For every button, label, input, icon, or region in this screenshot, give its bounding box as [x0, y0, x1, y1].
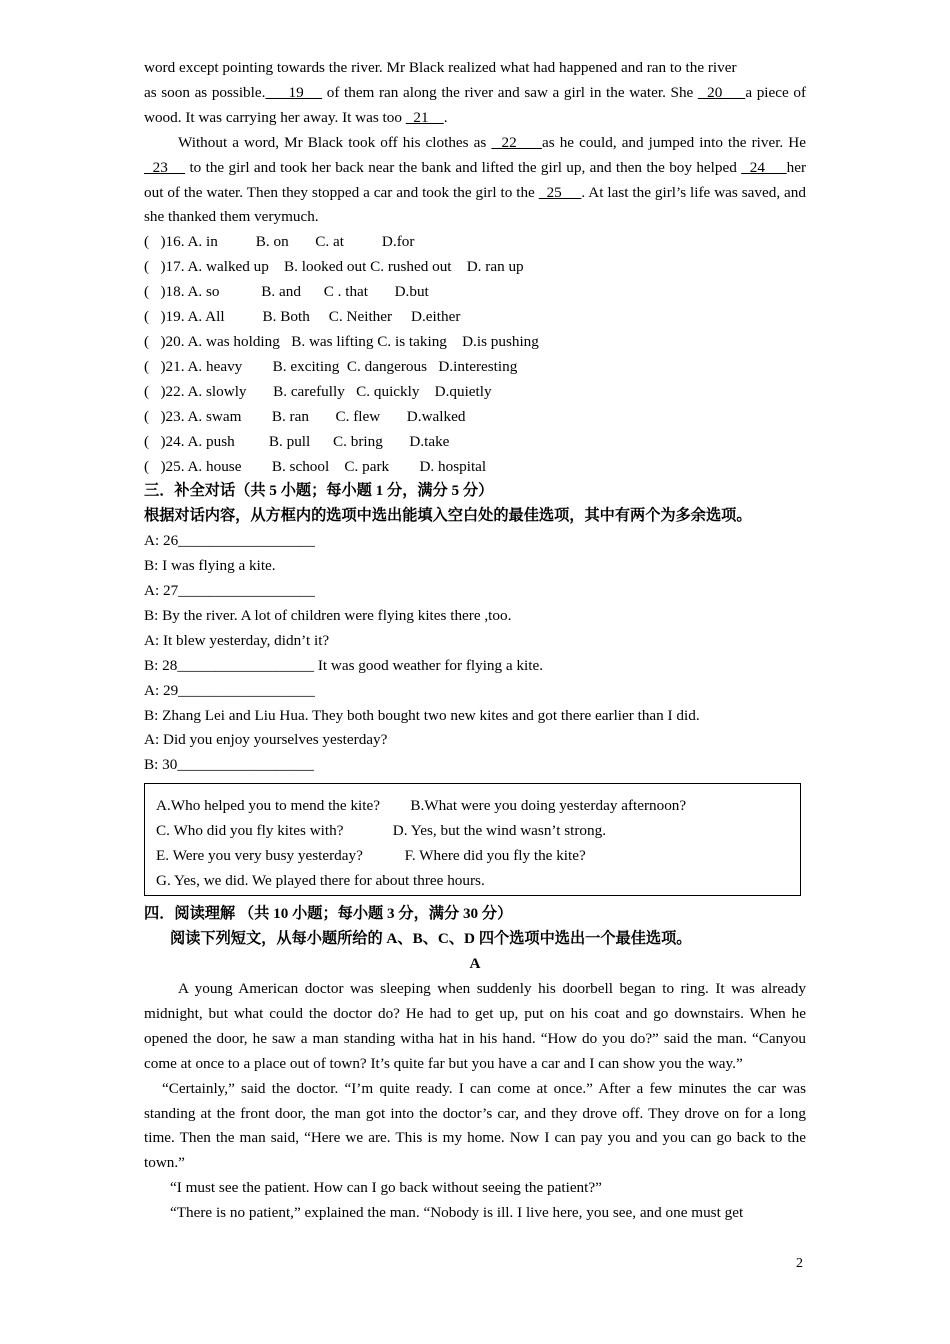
option-row-25: ( )25. A. house B. school C. park D. hospital — [144, 457, 487, 475]
reading-paragraph-2: “Certainly,” said the doctor. “I’m quite ready. I can come at once.” After a few minutes the car was standing at the front door, the man got into the doctor’s car, and they drove off. They drove on for a long time. Then the man said, “Here we are. This is my home. Now I can pay you and you can go back to the town.” — [144, 1079, 806, 1172]
dialogue — [144, 529, 806, 778]
choice-row: C. Who did you fly kites with? D. Yes, but the wind wasn’t strong. — [156, 822, 606, 840]
blank-21: 21 — [405, 108, 444, 126]
section-3-title: 三．补全对话（共 5 小题；每小题 1 分，满分 5 分） — [144, 482, 494, 500]
option-row-16: ( )16. A. in B. on C. at D.for — [144, 233, 415, 251]
dialogue-line: B: 30__________________ — [144, 756, 315, 774]
choice-row: G. Yes, we did. We played there for about three hours. — [156, 872, 485, 890]
passage-text: as soon as possible. — [144, 83, 266, 101]
passage-text: . — [443, 108, 448, 126]
choice-row: A.Who helped you to mend the kite? B.What were you doing yesterday afternoon? — [156, 797, 687, 815]
page-number: 2 — [796, 1256, 803, 1271]
dialogue-line: B: By the river. A lot of children were flying kites there ,too. — [144, 606, 512, 624]
reading-paragraph-1: A young American doctor was sleeping when suddenly his doorbell began to ring. It was already midnight, but what could the doctor do? He had to get up, put on his coat and go downstairs. When he opened the door, he saw a man standing witha hat in his hand. “How do you do?” said the man. “Canyou come at once to a place out of town? It’s quite far but you have a car and I can show you the way.” — [144, 980, 806, 1072]
dialogue-line: A: 29__________________ — [144, 681, 315, 699]
passage-paragraph-1 — [144, 81, 806, 131]
option-row-20: ( )20. A. was holding B. was lifting C. is taking D.is pushing — [144, 332, 539, 350]
section-4-instruction: 阅读下列短文，从每小题所给的 A、B、C、D 四个选项中选出一个最佳选项。 — [170, 930, 692, 948]
dialogue-line: B: 28__________________ It was good weather for flying a kite. — [144, 656, 544, 674]
document-page — [144, 56, 806, 1226]
passage-text: Without a word, Mr Black took off his clothes as — [178, 133, 492, 151]
passage-text: to the girl and took her back near the bank and lifted the girl up, and then the boy helped — [185, 158, 742, 176]
section-4-title: 四．阅读理解 （共 10 小题；每小题 3 分，满分 30 分） — [144, 905, 513, 923]
option-row-19: ( )19. A. All B. Both C. Neither D.either — [144, 308, 461, 326]
passage-text: her out of the water. Then they stopped a car and took the girl to the — [144, 158, 807, 201]
blank-22: 22 — [491, 133, 542, 151]
dialogue-line: B: Zhang Lei and Liu Hua. They both bought two new kites and got there earlier than I did. — [144, 706, 700, 724]
dialogue-line: A: Did you enjoy yourselves yesterday? — [144, 731, 388, 749]
passage-text: a piece of wood. It was carrying her away. It was too — [144, 83, 807, 126]
dialogue-line: A: 27__________________ — [144, 582, 315, 600]
option-row-22: ( )22. A. slowly B. carefully C. quickly D.quietly — [144, 382, 492, 400]
choice-box — [144, 783, 801, 896]
option-row-24: ( )24. A. push B. pull C. bring D.take — [144, 432, 450, 450]
blank-23: 23 — [144, 158, 186, 176]
passage-line: word except pointing towards the river. Mr Black realized what had happened and ran to the river — [144, 59, 737, 76]
option-row-18: ( )18. A. so B. and C . that D.but — [144, 283, 429, 301]
passage-text: of them ran along the river and saw a girl in the water. She — [322, 83, 698, 101]
passage-paragraph-2 — [144, 131, 806, 231]
dialogue-line: A: 26__________________ — [144, 532, 315, 550]
option-row-21: ( )21. A. heavy B. exciting C. dangerous D.interesting — [144, 357, 518, 375]
passage-label: A — [469, 955, 481, 973]
cloze-options — [144, 230, 806, 479]
blank-25: 25 — [538, 183, 582, 201]
passage-text: as he could, and jumped into the river. He — [541, 133, 807, 151]
option-row-23: ( )23. A. swam B. ran C. flew D.walked — [144, 407, 466, 425]
dialogue-line: A: It blew yesterday, didn’t it? — [144, 631, 330, 649]
dialogue-line: B: I was flying a kite. — [144, 557, 276, 575]
blank-19: 19 — [265, 83, 323, 101]
blank-24: 24 — [741, 158, 787, 176]
blank-20: 20 — [697, 83, 746, 101]
reading-paragraph-4: “There is no patient,” explained the man. “Nobody is ill. I live here, you see, and one must get — [170, 1204, 744, 1222]
reading-paragraph-3: “I must see the patient. How can I go back without seeing the patient?” — [170, 1179, 602, 1197]
option-row-17: ( )17. A. walked up B. looked out C. rushed out D. ran up — [144, 258, 524, 276]
choice-row: E. Were you very busy yesterday? F. Where did you fly the kite? — [156, 847, 586, 865]
section-3-instruction: 根据对话内容，从方框内的选项中选出能填入空白处的最佳选项，其中有两个为多余选项。 — [144, 507, 752, 525]
passage-text: . At last the girl’s life was saved, and she thanked them verymuch. — [144, 183, 806, 226]
